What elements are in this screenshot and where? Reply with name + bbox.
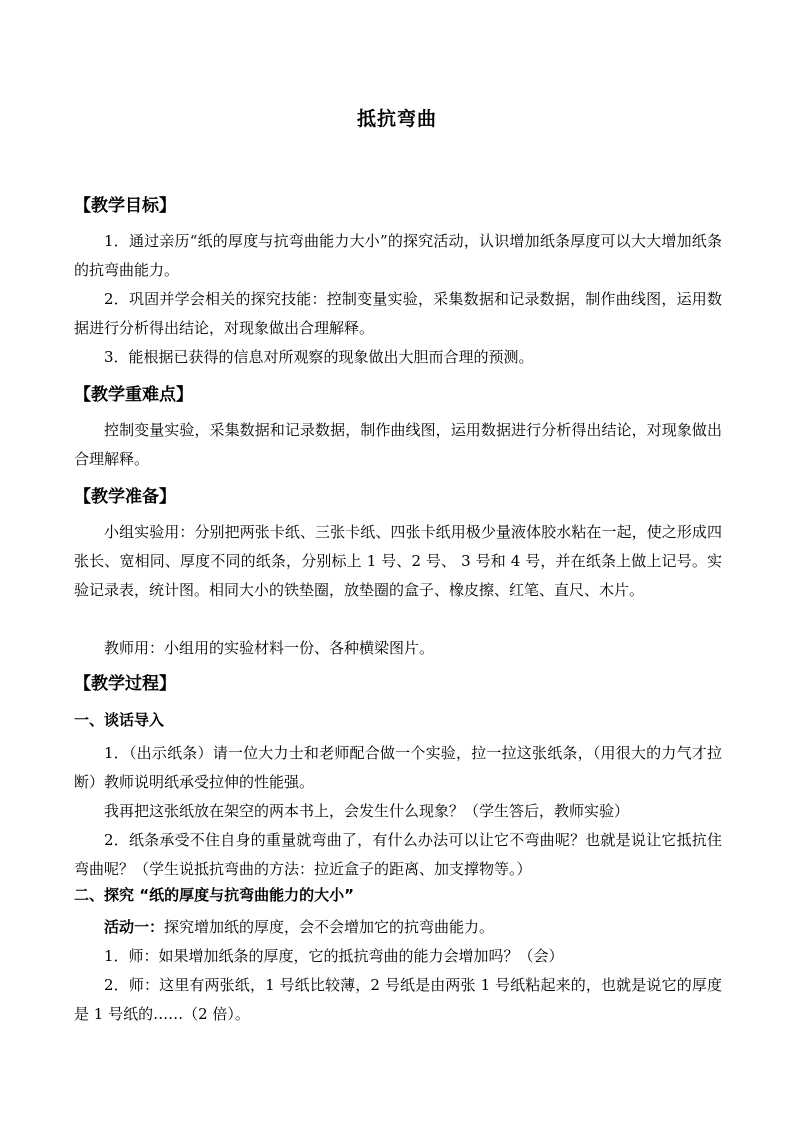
process-part2-title: 二、探究 “纸的厚度与抗弯曲能力的大小” bbox=[74, 886, 354, 904]
process-part1-paragraph-1: 1．（出示纸条）请一位大力士和老师配合做一个实验，拉一拉这张纸条，（用很大的力气才拉断）教师说明纸承受拉伸的性能强。 bbox=[74, 744, 722, 791]
activity-one-label: 活动一： bbox=[104, 918, 165, 936]
goal-item-3: 3．能根据已获得的信息对所观察的现象做出大胆而合理的预测。 bbox=[104, 348, 534, 366]
goal-item-1: 1．通过亲历“纸的厚度与抗弯曲能力大小”的探究活动，认识增加纸条厚度可以大大增加纸条的抗弯曲能力。 bbox=[74, 232, 722, 279]
process-part2-question-2: 2．师：这里有两张纸，1 号纸比较薄，2 号纸是由两张 1 号纸粘起来的，也就是说它的厚度是 1 号纸的……（2 倍）。 bbox=[74, 976, 722, 1023]
goal-item-2: 2．巩固并学会相关的探究技能：控制变量实验，采集数据和记录数据，制作曲线图，运用数据进行分析得出结论，对现象做出合理解释。 bbox=[74, 290, 722, 337]
process-part2-question-1: 1．师：如果增加纸条的厚度，它的抵抗弯曲的能力会增加吗？（会） bbox=[104, 947, 564, 965]
document-title: 抵抗弯曲 bbox=[356, 108, 437, 130]
key-points-text: 控制变量实验，采集数据和记录数据，制作曲线图，运用数据进行分析得出结论，对现象做出合理解释。 bbox=[74, 421, 722, 468]
preparation-teacher-text: 教师用：小组用的实验材料一份、各种横梁图片。 bbox=[104, 639, 435, 657]
activity-one-text: 探究增加纸的厚度，会不会增加它的抗弯曲能力。 bbox=[164, 918, 495, 936]
preparation-group-text: 小组实验用：分别把两张卡纸、三张卡纸、四张卡纸用极少量液体胶水粘在一起，使之形成四张长、宽相同、厚度不同的纸条，分别标上 1 号、2 号、 3 号和 4 号，并在纸条上做上记号。实验记录表，统计图。相同大小的铁垫圈，放垫圈的盒子、橡皮擦、红笔、直尺、木片。 bbox=[74, 523, 722, 599]
process-part1-paragraph-2: 我再把这张纸放在架空的两本书上，会发生什么现象？（学生答后，教师实验） bbox=[104, 802, 630, 820]
section-heading-goals: 【教学目标】 bbox=[74, 196, 176, 216]
process-part1-title: 一、谈话导入 bbox=[74, 711, 165, 729]
section-heading-process: 【教学过程】 bbox=[74, 674, 176, 694]
activity-one-paragraph bbox=[74, 913, 722, 942]
section-heading-key-points: 【教学重难点】 bbox=[74, 385, 193, 405]
process-part1-paragraph-3: 2．纸条承受不住自身的重量就弯曲了，有什么办法可以让它不弯曲呢？也就是说让它抵抗住弯曲呢？（学生说抵抗弯曲的方法：拉近盒子的距离、加支撑物等。） bbox=[74, 831, 722, 878]
section-heading-preparation: 【教学准备】 bbox=[74, 487, 176, 507]
